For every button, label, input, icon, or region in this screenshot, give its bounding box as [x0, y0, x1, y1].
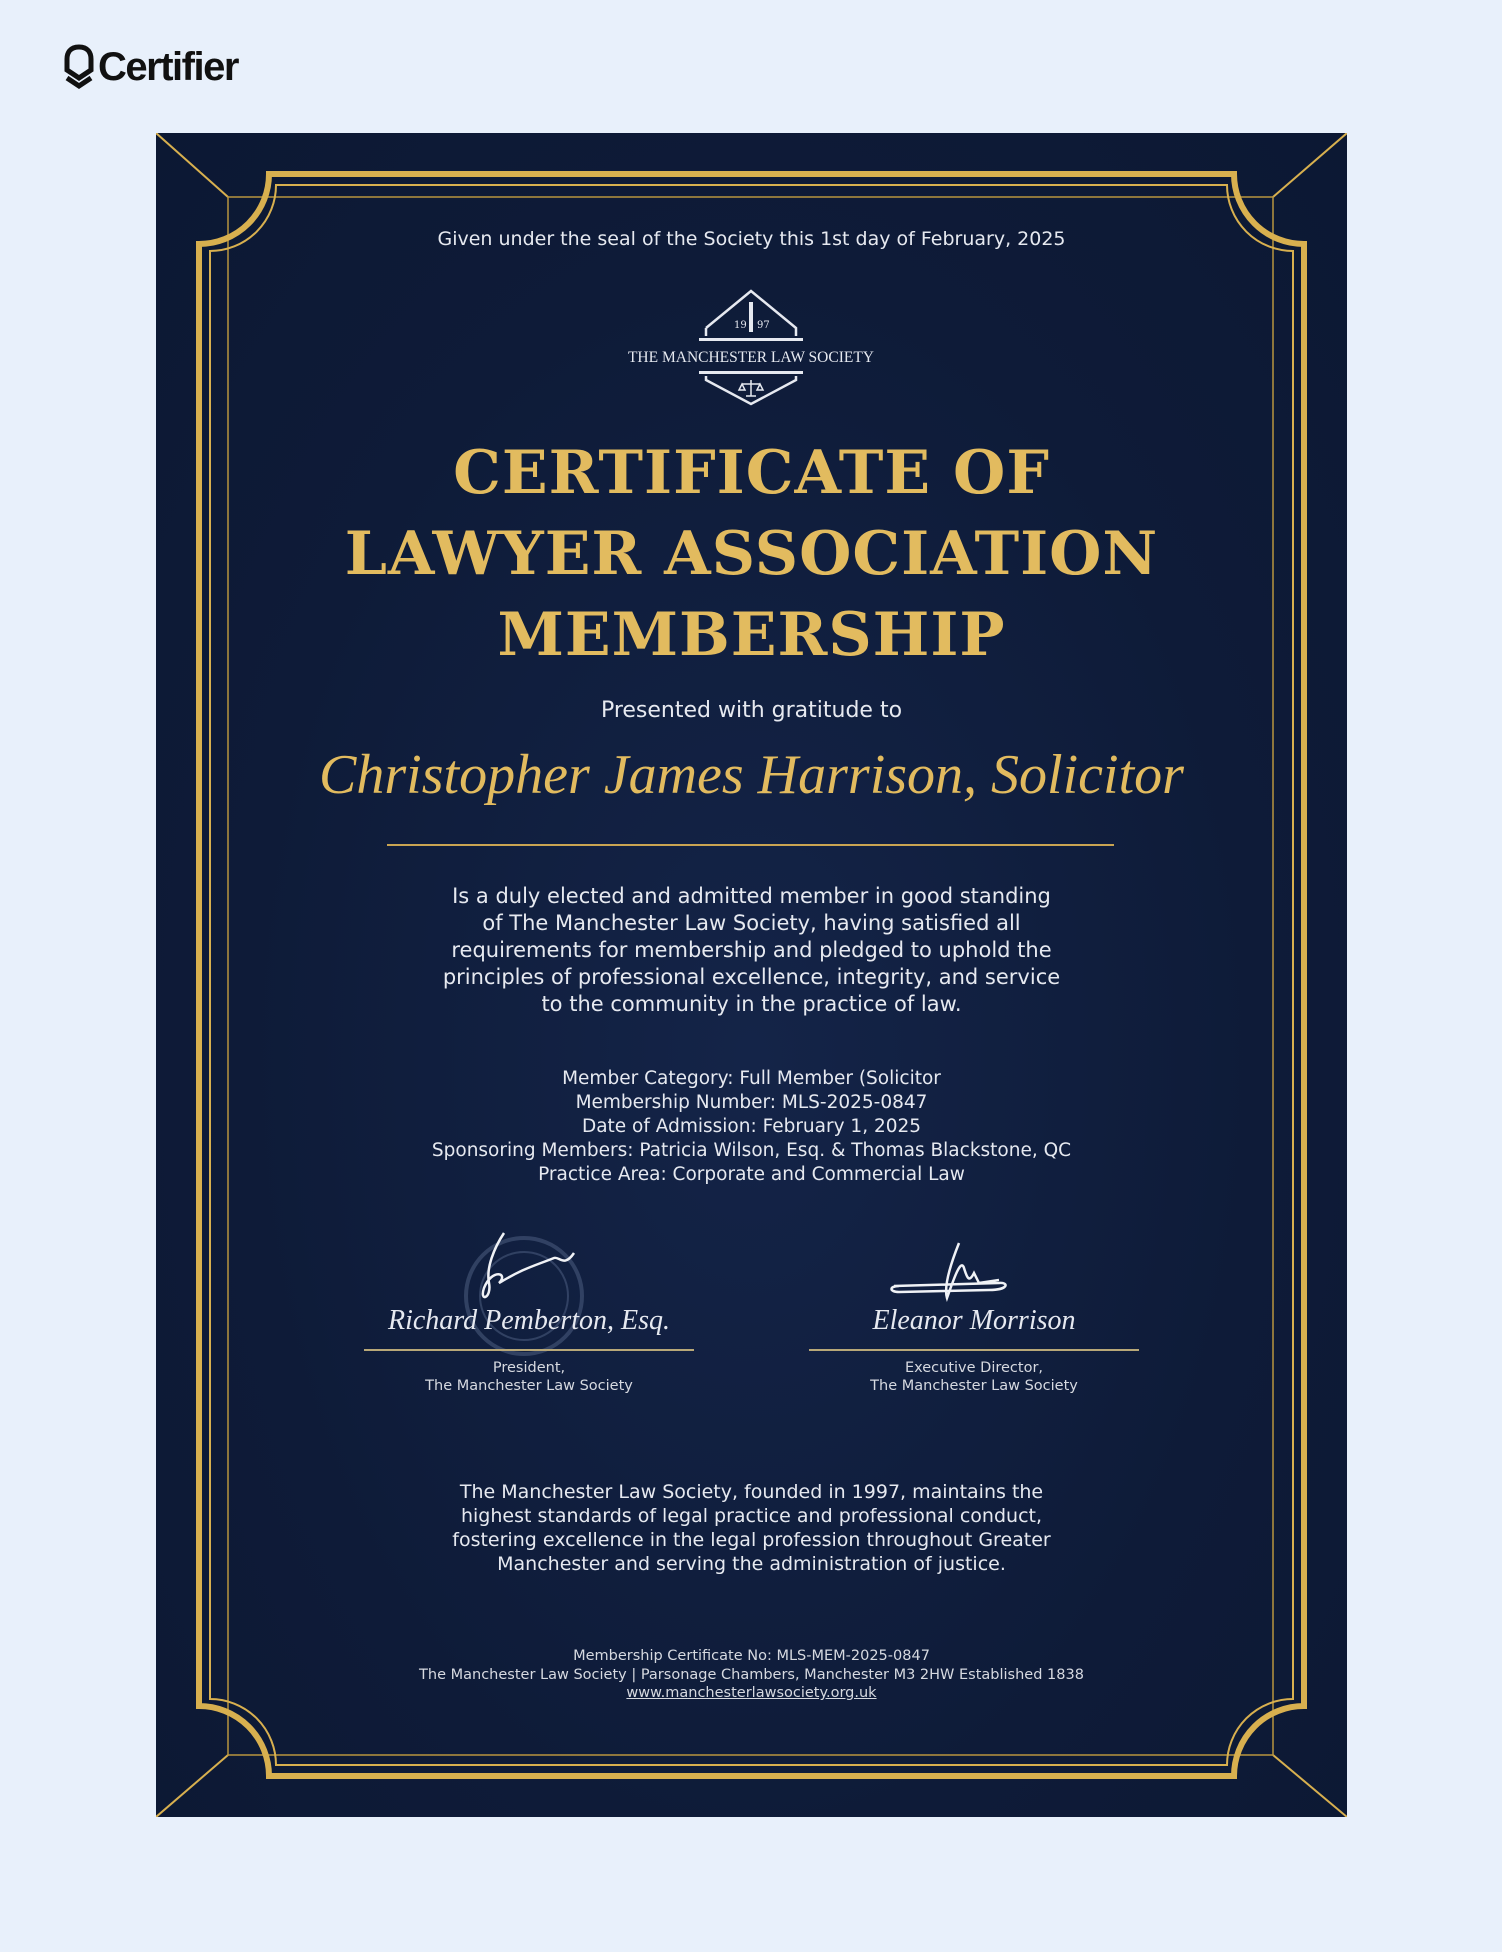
signatory-role: President, — [492, 1360, 566, 1376]
certificate-title — [156, 433, 1347, 676]
certificate — [156, 133, 1347, 1817]
certifier-logo — [64, 44, 238, 90]
svg-text:THE MANCHESTER LAW SOCIETY: THE MANCHESTER LAW SOCIETY — [627, 349, 875, 366]
detail-member-category: Member Category: Full Member (Solicitor — [562, 1068, 941, 1089]
statement-line: to the community in the practice of law. — [541, 992, 962, 1016]
title-line: MEMBERSHIP — [497, 600, 1006, 670]
membership-statement — [156, 883, 1347, 1018]
signatory-title — [809, 1359, 1139, 1395]
about-line: highest standards of legal practice and professional conduct, — [460, 1505, 1043, 1527]
detail-admission-date: Date of Admission: February 1, 2025 — [581, 1116, 922, 1137]
signatory-title — [364, 1359, 694, 1395]
signatory-name: Richard Pemberton, Esq. — [387, 1305, 671, 1336]
society-address: The Manchester Law Society | Parsonage Chambers, Manchester M3 2HW Established 1838 — [419, 1666, 1084, 1683]
detail-sponsors: Sponsoring Members: Patricia Wilson, Esq. & Thomas Blackstone, QC — [431, 1140, 1072, 1161]
signature-director — [889, 1238, 1049, 1308]
detail-practice-area: Practice Area: Corporate and Commercial Law — [538, 1164, 965, 1185]
about-line: Manchester and serving the administration of justice. — [497, 1553, 1006, 1575]
signatory-name: Eleanor Morrison — [872, 1305, 1076, 1336]
website-link[interactable]: www.manchesterlawsociety.org.uk — [626, 1685, 877, 1701]
signatory-org: The Manchester Law Society — [425, 1378, 633, 1394]
title-line: CERTIFICATE OF — [453, 438, 1050, 508]
statement-line: principles of professional excellence, integrity, and service — [442, 965, 1061, 989]
brand-name: Certifier — [98, 44, 238, 89]
statement-line: requirements for membership and pledged to uphold the — [451, 938, 1052, 962]
title-line: LAWYER ASSOCIATION — [344, 519, 1159, 589]
society-about — [156, 1480, 1347, 1576]
certificate-footer — [156, 1647, 1347, 1703]
statement-line: Is a duly elected and admitted member in good standing — [452, 884, 1051, 908]
certificate-number: Membership Certificate No: MLS-MEM-2025-0847 — [573, 1648, 930, 1664]
society-emblem — [601, 288, 901, 408]
recipient-name: Christopher James Harrison, Solicitor — [319, 744, 1184, 806]
signature-president — [464, 1228, 604, 1308]
about-line: The Manchester Law Society, founded in 1997, maintains the — [459, 1481, 1044, 1503]
signatory-role: Executive Director, — [904, 1360, 1044, 1376]
presented-text: Presented with gratitude to — [600, 698, 903, 723]
member-details — [156, 1067, 1347, 1187]
signatory-org: The Manchester Law Society — [870, 1378, 1078, 1394]
signature-line — [364, 1349, 694, 1351]
statement-line: of The Manchester Law Society, having satisfied all — [482, 911, 1021, 935]
about-line: fostering excellence in the legal profession throughout Greater — [452, 1529, 1051, 1551]
name-divider — [387, 844, 1114, 846]
svg-text:97: 97 — [757, 320, 770, 331]
justice-figure-icon — [749, 302, 753, 332]
date-line: Given under the seal of the Society this 1st day of February, 2025 — [437, 228, 1066, 250]
scales-icon — [739, 380, 763, 396]
certifier-shield-icon — [64, 44, 94, 90]
svg-text:19: 19 — [734, 320, 747, 331]
detail-membership-number: Membership Number: MLS-2025-0847 — [575, 1092, 928, 1113]
signature-line — [809, 1349, 1139, 1351]
